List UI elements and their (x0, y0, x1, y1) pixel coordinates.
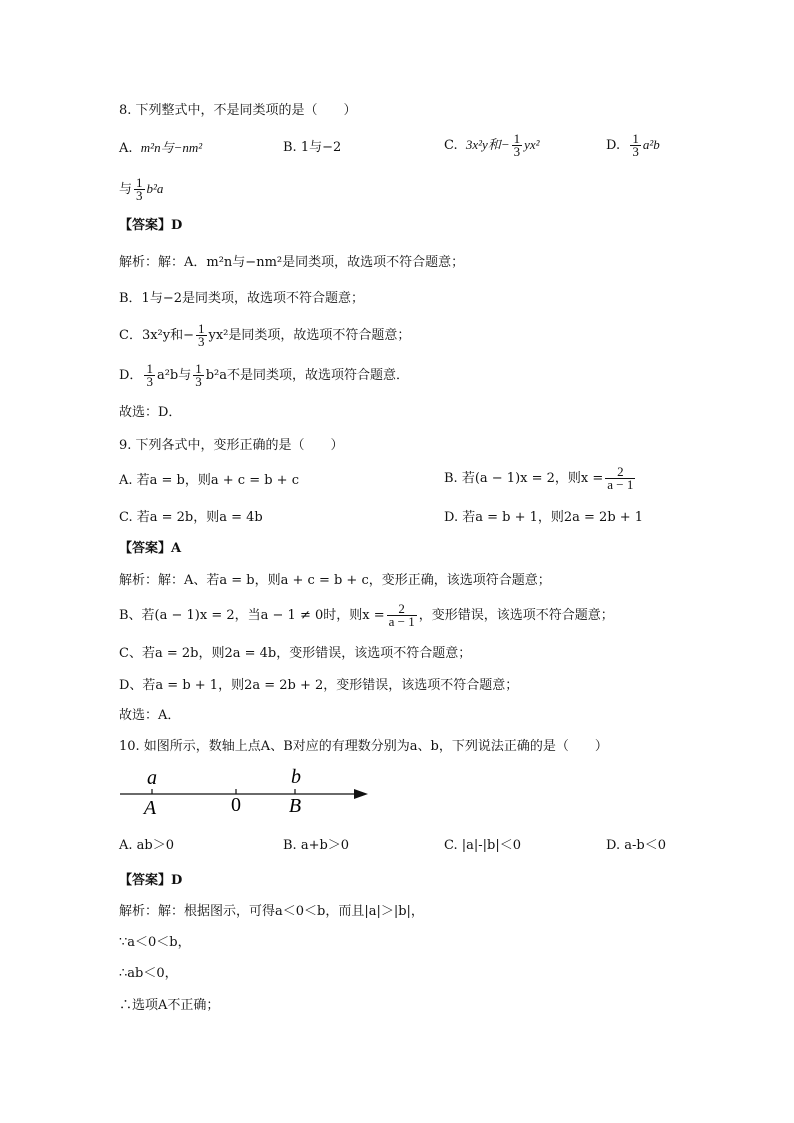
q9-explanation-4: D、若a = b + 1，则2a = 2b + 2，变形错误，该选项不符合题意； (119, 678, 519, 693)
q8-conclusion: 故选：D． (119, 405, 182, 420)
q8-option-d-cont: 与 $\frac{1}{3}$ b²a (119, 175, 164, 203)
q8-explanation-2: B．1与−2是同类项，故选项不符合题意； (119, 291, 364, 306)
q10-option-d: D. a-b＜0 (606, 838, 666, 853)
q8-explanation-4: D． $\frac{1}{3}$ a²b与 $\frac{1}{3}$ b²a不是同类项，故选项符合题意． (119, 361, 410, 389)
label-a: a (147, 767, 157, 789)
q9-option-d: D. 若a = b + 1，则2a = 2b + 1 (444, 510, 644, 525)
q8-explanation-1: 解析：解：A．m²n与−nm²是同类项，故选项不符合题意； (119, 255, 465, 270)
label-b: b (291, 766, 301, 788)
q10-stem: 10. 如图所示，数轴上点A、B对应的有理数分别为a、b，下列说法正确的是（ ） (119, 739, 608, 754)
label-A: A (143, 797, 157, 819)
q8-option-b: B. 1与−2 (283, 140, 342, 155)
q9-option-b: B. 若(a − 1)x = 2，则x = $\frac{2}{a - 1}$ (444, 464, 634, 492)
q8-answer: 【答案】D (119, 218, 183, 233)
q8-option-d: D. $\frac{1}{3}$ a²b (606, 131, 660, 159)
q9-explanation-3: C、若a = 2b，则2a = 4b，变形错误，该选项不符合题意； (119, 646, 472, 661)
q10-answer: 【答案】D (119, 873, 183, 888)
q8-option-a: A. m²n与−nm² (119, 140, 203, 156)
q9-answer: 【答案】A (119, 541, 182, 556)
q10-explanation-4: ∴选项A不正确； (119, 998, 220, 1013)
label-B: B (288, 795, 302, 817)
arrow-head-icon (354, 789, 368, 799)
q8-explanation-3: C．3x²y和− $\frac{1}{3}$ yx²是同类项，故选项不符合题意； (119, 321, 411, 349)
q10-explanation-1: 解析：解：根据图示，可得a＜0＜b，而且|a|＞|b|， (119, 904, 424, 919)
q9-option-a: A. 若a = b，则a + c = b + c (119, 473, 299, 488)
q9-stem: 9. 下列各式中，变形正确的是（ ） (119, 438, 344, 453)
q8-option-c: C. 3x²y和− $\frac{1}{3}$ yx² (444, 131, 540, 159)
q8-stem: 8. 下列整式中，不是同类项的是（ ） (119, 103, 357, 118)
q9-explanation-1: 解析：解：A、若a = b，则a + c = b + c，变形正确，该选项符合题意； (119, 573, 551, 588)
q10-explanation-3: ∴ab＜0， (119, 966, 178, 981)
q10-option-b: B. a+b＞0 (283, 838, 350, 853)
q10-option-a: A. ab＞0 (119, 838, 174, 853)
q9-conclusion: 故选：A． (119, 708, 181, 723)
q9-explanation-2: B、若(a − 1)x = 2，当a − 1 ≠ 0时，则x = $\frac{2}{a - 1}$ ，变形错误，该选项不符合题意； (119, 601, 614, 629)
q10-option-c: C. |a|-|b|＜0 (444, 838, 522, 853)
q10-explanation-2: ∵a＜0＜b， (119, 935, 191, 950)
number-line-figure (110, 762, 380, 820)
q9-option-c: C. 若a = 2b，则a = 4b (119, 510, 263, 525)
label-zero: 0 (231, 794, 241, 816)
